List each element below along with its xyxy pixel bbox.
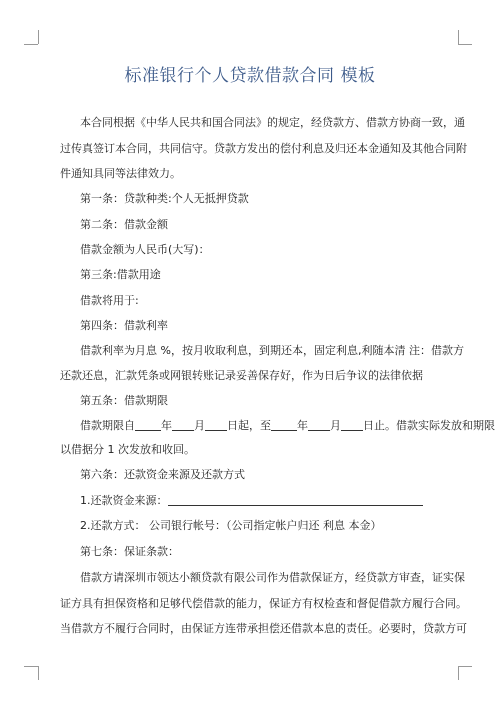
- end-day-blank[interactable]: [341, 419, 363, 431]
- term-from-label: 借款期限自: [80, 419, 135, 432]
- intro-line-2: 过传真签订本合同，共同信守。贷款方发出的偿付利息及归还本金通知及其他合同附: [60, 142, 467, 155]
- repay-method: 2.还款方式： 公司银行帐号：（公司指定帐户归还 利息 本金）: [80, 519, 382, 532]
- rate-line-1: 借款利率为月息 %，按月收取利息，到期还本，固定利息,利随本清 注：借款方: [80, 344, 464, 357]
- article-6: 第六条：还款资金来源及还款方式: [80, 468, 245, 481]
- term-end-label: 日止。借款实际发放和期限: [363, 419, 495, 432]
- article-1: 第一条：贷款种类:个人无抵押贷款: [80, 192, 249, 205]
- term-line-2: 以借据分 1 次发放和收回。: [60, 443, 195, 456]
- rate-line-2: 还款还息，汇款凭条或网银转账记录妥善保存好，作为日后争议的法律依据: [60, 369, 423, 382]
- guarantee-line-1: 借款方请深圳市领达小额贷款有限公司作为借款保证方，经贷款方审查，证实保: [80, 571, 465, 584]
- article-5: 第五条：借款期限: [80, 394, 168, 407]
- document-title: 标准银行个人贷款借款合同 模板: [124, 66, 376, 86]
- term-line-1: [80, 419, 495, 433]
- end-year-blank[interactable]: [271, 419, 297, 431]
- article-2: 第二条：借款金额: [80, 218, 168, 231]
- intro-line-3: 件通知具同等法律效力。: [60, 167, 181, 180]
- purpose-label: 借款将用于:: [80, 294, 139, 307]
- amount-label: 借款金额为人民币(大写)：: [80, 243, 210, 256]
- repay-source-label: 1.还款资金来源：: [80, 494, 168, 507]
- article-4: 第四条：借款利率: [80, 319, 168, 332]
- intro-line-1: 本合同根据《中华人民共和国合同法》的规定，经贷款方、借款方协商一致，通: [80, 116, 465, 129]
- repay-source-blank[interactable]: [168, 494, 423, 506]
- guarantee-line-2: 证方具有担保资格和足够代偿借款的能力，保证方有权检查和督促借款方履行合同。: [60, 597, 467, 610]
- guarantee-line-3: 当借款方不履行合同时，由保证方连带承担偿还借款本息的责任。必要时，贷款方可: [60, 622, 467, 635]
- article-3: 第三条:借款用途: [80, 268, 161, 281]
- term-year-label: 年: [161, 419, 172, 432]
- repay-source-line: [80, 494, 452, 508]
- term-month-label-2: 月: [330, 419, 341, 432]
- article-7: 第七条：保证条款：: [80, 545, 179, 558]
- end-month-blank[interactable]: [308, 419, 330, 431]
- start-day-blank[interactable]: [205, 419, 227, 431]
- start-year-blank[interactable]: [135, 419, 161, 431]
- term-month-label: 月: [194, 419, 205, 432]
- term-year-label-2: 年: [297, 419, 308, 432]
- term-to-label: 日起，至: [227, 419, 271, 432]
- start-month-blank[interactable]: [172, 419, 194, 431]
